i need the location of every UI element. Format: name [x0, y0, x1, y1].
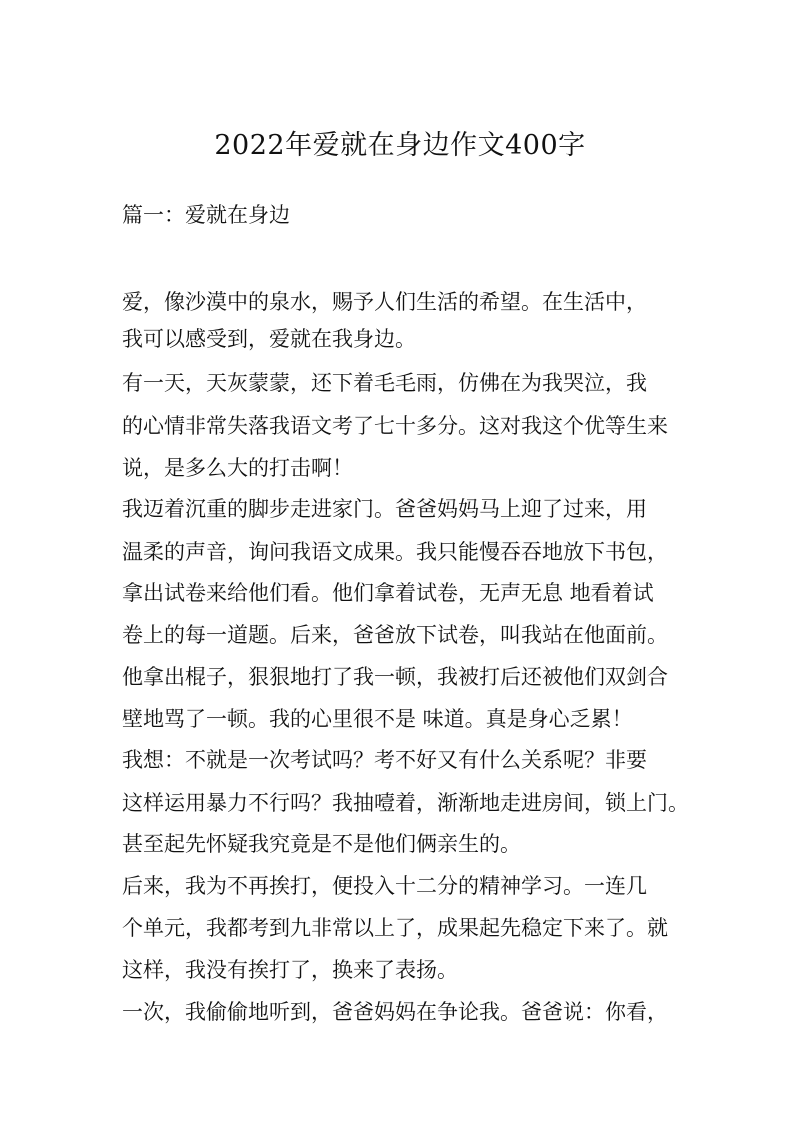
document-title: 2022年爱就在身边作文400字 [214, 130, 586, 161]
body-line: 这样，我没有挨打了，换来了表扬。 [122, 958, 458, 982]
body-line: 壁地骂了一顿。我的心里很不是 味道。真是身心乏累！ [122, 707, 633, 731]
body-line: 有一天，天灰蒙蒙，还下着毛毛雨，仿佛在为我哭泣，我 [122, 371, 647, 395]
body-line: 一次，我偷偷地听到，爸爸妈妈在争论我。爸爸说：你看， [122, 1000, 668, 1024]
section-heading: 篇一：爱就在身边 [122, 203, 290, 227]
body-line: 后来，我为不再挨打，便投入十二分的精神学习。一连几 [122, 874, 647, 898]
body-line: 温柔的声音，询问我语文成果。我只能慢吞吞地放下书包， [122, 540, 668, 564]
body-line: 这样运用暴力不行吗？我抽噎着，渐渐地走进房间，锁上门。 [122, 791, 689, 815]
body-line: 说，是多么大的打击啊！ [122, 456, 353, 480]
body-line: 的心情非常失落我语文考了七十多分。这对我这个优等生来 [122, 414, 668, 438]
body-line: 卷上的每一道题。后来，爸爸放下试卷，叫我站在他面前。 [122, 623, 668, 647]
body-line: 我可以感受到，爱就在我身边。 [122, 327, 416, 351]
body-line: 他拿出棍子，狠狠地打了我一顿，我被打后还被他们双剑合 [122, 665, 668, 689]
body-line: 我想：不就是一次考试吗？考不好又有什么关系呢？非要 [122, 748, 647, 772]
body-line: 甚至起先怀疑我究竟是不是他们俩亲生的。 [122, 832, 521, 856]
body-line: 爱，像沙漠中的泉水，赐予人们生活的希望。在生活中， [122, 290, 647, 314]
body-line: 个单元，我都考到九非常以上了，成果起先稳定下来了。就 [122, 916, 668, 940]
body-line: 我迈着沉重的脚步走进家门。爸爸妈妈马上迎了过来，用 [122, 497, 647, 521]
body-line: 拿出试卷来给他们看。他们拿着试卷，无声无息 地看着试 [122, 581, 654, 605]
